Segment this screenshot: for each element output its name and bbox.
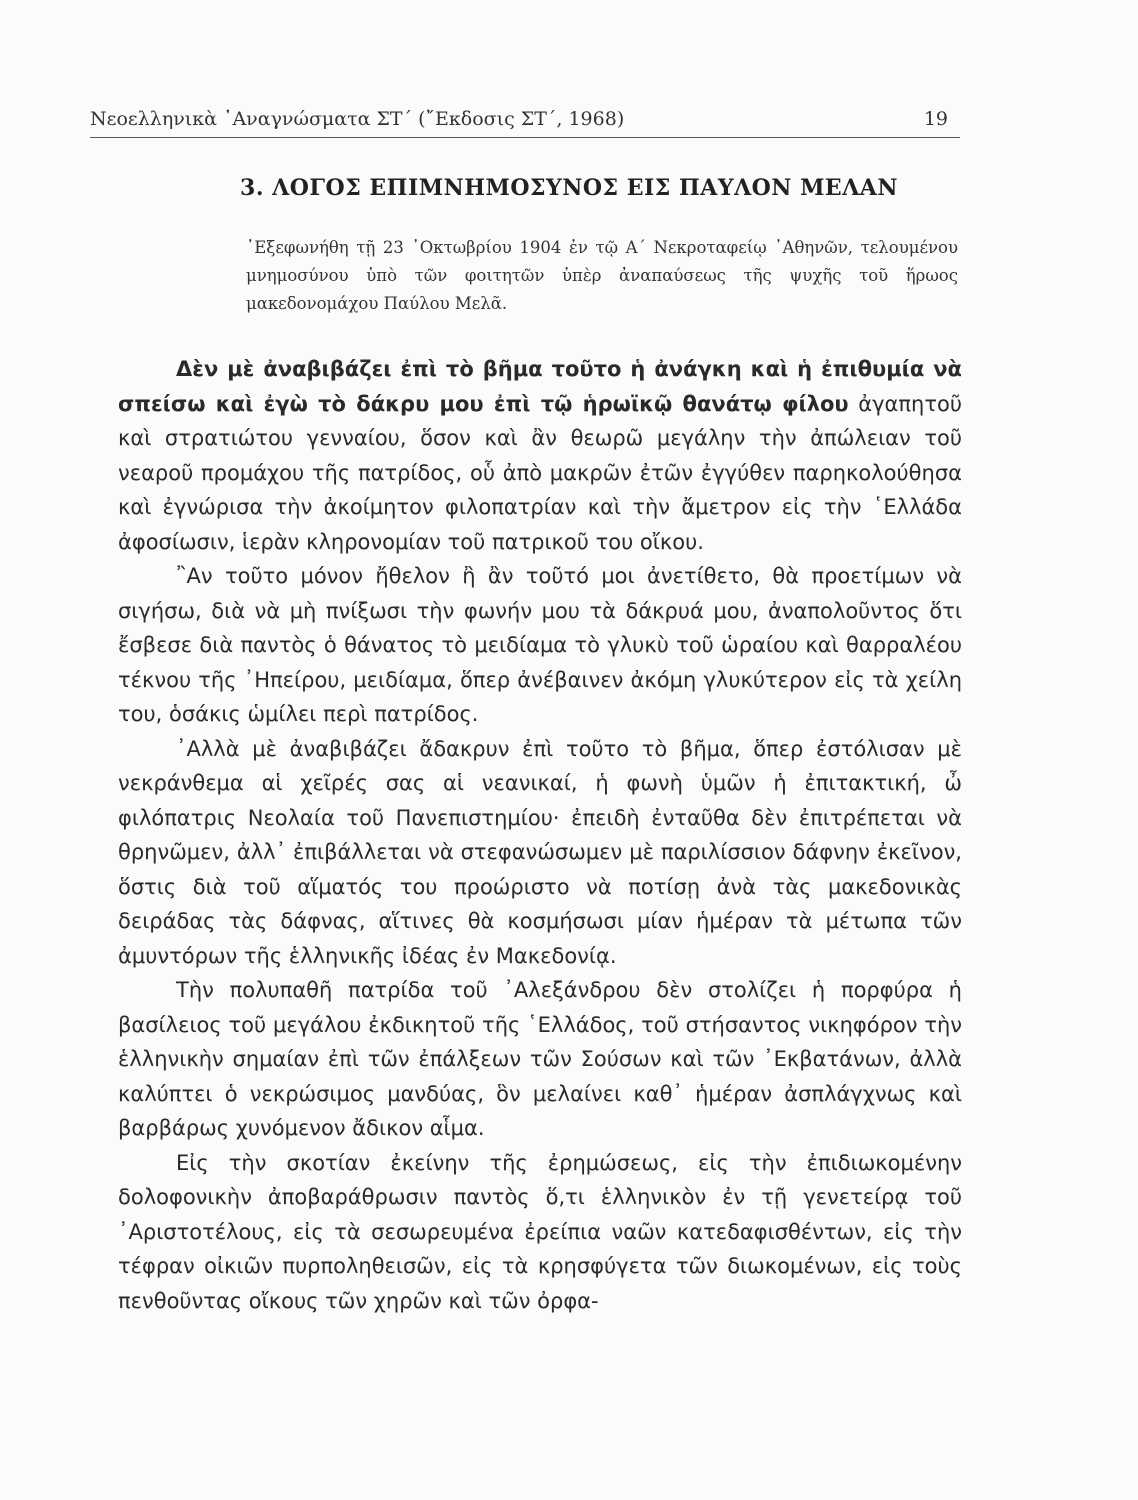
- article-note: [246, 234, 958, 318]
- paragraph-2: ῍Αν τοῦτο μόνον ἤθελον ἢ ἂν τοῦτό μοι ἀνετίθετο, θὰ προετίμων νὰ σιγήσω, διὰ νὰ μὴ πνίξωσι τὴν φωνήν μου τὰ δάκρυά μου, ἀναπολοῦντος ὅτι ἔσβεσε διὰ παντὸς ὁ θάνατος τὸ μειδίαμα τὸ γλυκὺ τοῦ ὡραίου καὶ θαρραλέου τέκνου τῆς ᾿Ηπείρου, μειδίαμα, ὅπερ ἀνέβαινεν ἀκόμη γλυκύτερον εἰς τὰ χείλη του, ὁσάκις ὡμίλει περὶ πατρίδος.: [118, 564, 962, 726]
- delivery-note: ᾿Εξεφωνήθη τῇ 23 ᾿Οκτωβρίου 1904 ἐν τῷ Α΄ Νεκροταφείῳ ᾿Αθηνῶν, τελουμένου μνημοσύνου ὑπὸ τῶν φοιτητῶν ὑπὲρ ἀναπαύσεως τῆς ψυχῆς τοῦ ἥρωος μακεδονομάχου Παύλου Μελᾶ.: [246, 238, 958, 313]
- paragraph-3: ᾿Αλλὰ μὲ ἀναβιβάζει ἄδακρυν ἐπὶ τοῦτο τὸ βῆμα, ὅπερ ἐστόλισαν μὲ νεκράνθεμα αἱ χεῖρές σας αἱ νεανικαί, ἡ φωνὴ ὑμῶν ἡ ἐπιτακτική, ὦ φιλόπατρις Νεολαία τοῦ Πανεπιστημίου· ἐπειδὴ ἐνταῦθα δὲν ἐπιτρέπεται νὰ θρηνῶμεν, ἀλλ᾿ ἐπιβάλλεται νὰ στεφανώσωμεν μὲ παριλίσσιον δάφνην ἐκεῖνον, ὅστις διὰ τοῦ αἵματός του προώριστο νὰ ποτίσῃ ἀνὰ τὰς μακεδονικὰς δειράδας τὰς δάφνας, αἵτινες θὰ κοσμήσωσι μίαν ἡμέραν τὰ μέτωπα τῶν ἀμυντόρων τῆς ἑλληνικῆς ἰδέας ἐν Μακεδονίᾳ.: [118, 736, 962, 968]
- paragraph-1-rest: ἀγαπητοῦ καὶ στρατιώτου γενναίου, ὅσον καὶ ἂν θεωρῶ μεγάλην τὴν ἀπώλειαν τοῦ νεαροῦ προμάχου τῆς πατρίδος, οὗ ἀπὸ μακρῶν ἐτῶν ἐγγύθεν παρηκολούθησα καὶ ἐγνώρισα τὴν ἀκοίμητον φιλοπατρίαν καὶ τὴν ἄμετρον εἰς τὴν ῾Ελλάδα ἀφοσίωσιν, ἱερὰν κληρονομίαν τοῦ πατρικοῦ του οἴκου.: [118, 391, 962, 554]
- paragraph-5: Εἰς τὴν σκοτίαν ἐκείνην τῆς ἐρημώσεως, εἰς τὴν ἐπιδιωκομένην δολοφονικὴν ἀποβαράθρωσιν παντὸς ὅ,τι ἑλληνικὸν ἐν τῇ γενετείρᾳ τοῦ ᾿Αριστοτέλους, εἰς τὰ σεσωρευμένα ἐρείπια ναῶν κατεδαφισθέντων, εἰς τὴν τέφραν οἰκιῶν πυρποληθεισῶν, εἰς τὰ κρησφύγετα τῶν διωκομένων, εἰς τοὺς πενθοῦντας οἴκους τῶν χηρῶν καὶ τῶν ὀρφα-: [118, 1150, 962, 1313]
- paragraph-1: [118, 352, 962, 559]
- article-body: [118, 352, 962, 1318]
- running-head: [90, 105, 960, 138]
- paragraph-4: Τὴν πολυπαθῆ πατρίδα τοῦ ᾿Αλεξάνδρου δὲν στολίζει ἡ πορφύρα ἡ βασίλειος τοῦ μεγάλου ἐκδικητοῦ τῆς ῾Ελλάδος, τοῦ στήσαντος νικηφόρον τὴν ἑλληνικὴν σημαίαν ἐπὶ τῶν ἐπάλξεων τῶν Σούσων καὶ τῶν ᾿Εκβατάνων, ἀλλὰ καλύπτει ὁ νεκρώσιμος μανδύας, ὃν μελαίνει καθ᾿ ἡμέραν ἀσπλάγχνως καὶ βαρβάρως χυνόμενον ἄδικον αἷμα.: [118, 978, 962, 1140]
- article-title: 3. ΛΟΓΟΣ ΕΠΙΜΝΗΜΟΣΥΝΟΣ ΕΙΣ ΠΑΥΛΟΝ ΜΕΛΑΝ: [240, 175, 898, 201]
- paragraph-1-lead: Δὲν μὲ ἀναβιβάζει ἐπὶ τὸ βῆμα τοῦτο ἡ ἀνάγκη καὶ ἡ ἐπιθυμία νὰ σπείσω καὶ ἐγὼ τὸ δάκρυ μου ἐπὶ τῷ ἡρωϊκῷ θανάτῳ φίλου: [118, 357, 962, 416]
- running-title: Νεοελληνικὰ ᾿Αναγνώσματα ΣΤ΄ (῎Εκδοσις ΣΤ΄, 1968): [90, 108, 625, 130]
- page-number: 19: [923, 108, 948, 130]
